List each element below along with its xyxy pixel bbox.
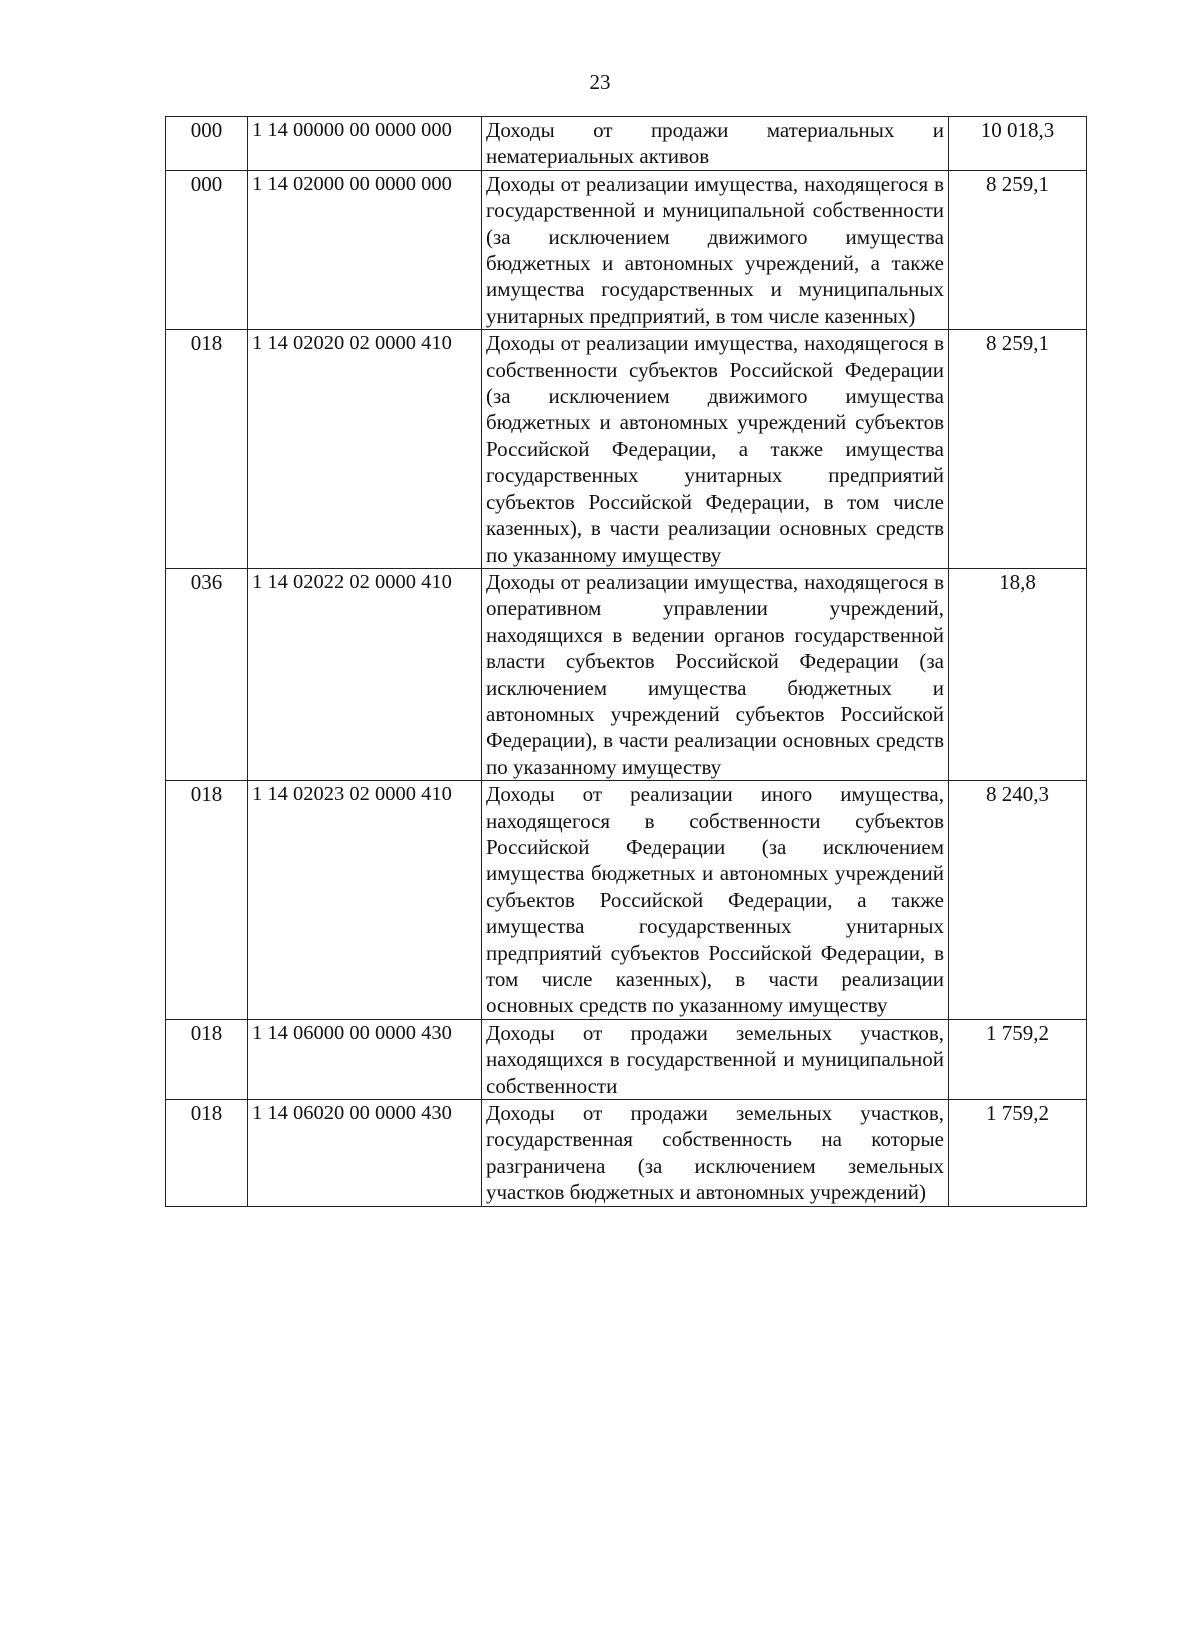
- admin-code-cell: 000: [166, 170, 248, 329]
- revenue-name-cell: Доходы от продажи материальных и нематериальных активов: [482, 117, 949, 171]
- budget-code-cell: 1 14 06020 00 0000 430: [248, 1100, 482, 1207]
- admin-code-cell: 018: [166, 1019, 248, 1099]
- revenue-name-cell: Доходы от продажи земельных участков, находящихся в государственной и муниципальной собственности: [482, 1019, 949, 1099]
- table-row: [166, 1019, 1087, 1099]
- table-row: [166, 1100, 1087, 1207]
- table-row: [166, 170, 1087, 329]
- amount-cell: 1 759,2: [949, 1019, 1087, 1099]
- budget-code-cell: 1 14 02020 02 0000 410: [248, 330, 482, 569]
- amount-cell: 8 259,1: [949, 170, 1087, 329]
- admin-code-cell: 000: [166, 117, 248, 171]
- admin-code-cell: 018: [166, 781, 248, 1020]
- budget-code-cell: 1 14 02022 02 0000 410: [248, 568, 482, 780]
- revenue-name-cell: Доходы от продажи земельных участков, государственная собственность на которые разграничена (за исключением земельных участков бюджетных и автономных учреждений): [482, 1100, 949, 1207]
- budget-code-cell: 1 14 02023 02 0000 410: [248, 781, 482, 1020]
- table-row: [166, 117, 1087, 171]
- amount-cell: 8 259,1: [949, 330, 1087, 569]
- amount-cell: 10 018,3: [949, 117, 1087, 171]
- table-row: [166, 781, 1087, 1020]
- revenue-name-cell: Доходы от реализации иного имущества, находящегося в собственности субъектов Российской Федерации (за исключением имущества бюджетных и автономных учреждений субъектов Российской Федерации, а также имущества государственных унитарных предприятий субъектов Российской Федерации, в том числе казенных), в части реализации основных средств по указанному имуществу: [482, 781, 949, 1020]
- budget-code-cell: 1 14 06000 00 0000 430: [248, 1019, 482, 1099]
- admin-code-cell: 018: [166, 1100, 248, 1207]
- admin-code-cell: 036: [166, 568, 248, 780]
- budget-code-cell: 1 14 02000 00 0000 000: [248, 170, 482, 329]
- revenue-name-cell: Доходы от реализации имущества, находящегося в государственной и муниципальной собственности (за исключением движимого имущества бюджетных и автономных учреждений, а также имущества государственных и муниципальных унитарных предприятий, в том числе казенных): [482, 170, 949, 329]
- revenue-table: [165, 116, 1087, 1207]
- budget-code-cell: 1 14 00000 00 0000 000: [248, 117, 482, 171]
- amount-cell: 8 240,3: [949, 781, 1087, 1020]
- admin-code-cell: 018: [166, 330, 248, 569]
- revenue-name-cell: Доходы от реализации имущества, находящегося в собственности субъектов Российской Федерации (за исключением движимого имущества бюджетных и автономных учреждений субъектов Российской Федерации, а также имущества государственных унитарных предприятий субъектов Российской Федерации, в том числе казенных), в части реализации основных средств по указанному имуществу: [482, 330, 949, 569]
- revenue-name-cell: Доходы от реализации имущества, находящегося в оперативном управлении учреждений, находящихся в ведении органов государственной власти субъектов Российской Федерации (за исключением имущества бюджетных и автономных учреждений субъектов Российской Федерации), в части реализации основных средств по указанному имуществу: [482, 568, 949, 780]
- table-row: [166, 330, 1087, 569]
- page-number: 23: [589, 70, 611, 94]
- amount-cell: 1 759,2: [949, 1100, 1087, 1207]
- table-row: [166, 568, 1087, 780]
- amount-cell: 18,8: [949, 568, 1087, 780]
